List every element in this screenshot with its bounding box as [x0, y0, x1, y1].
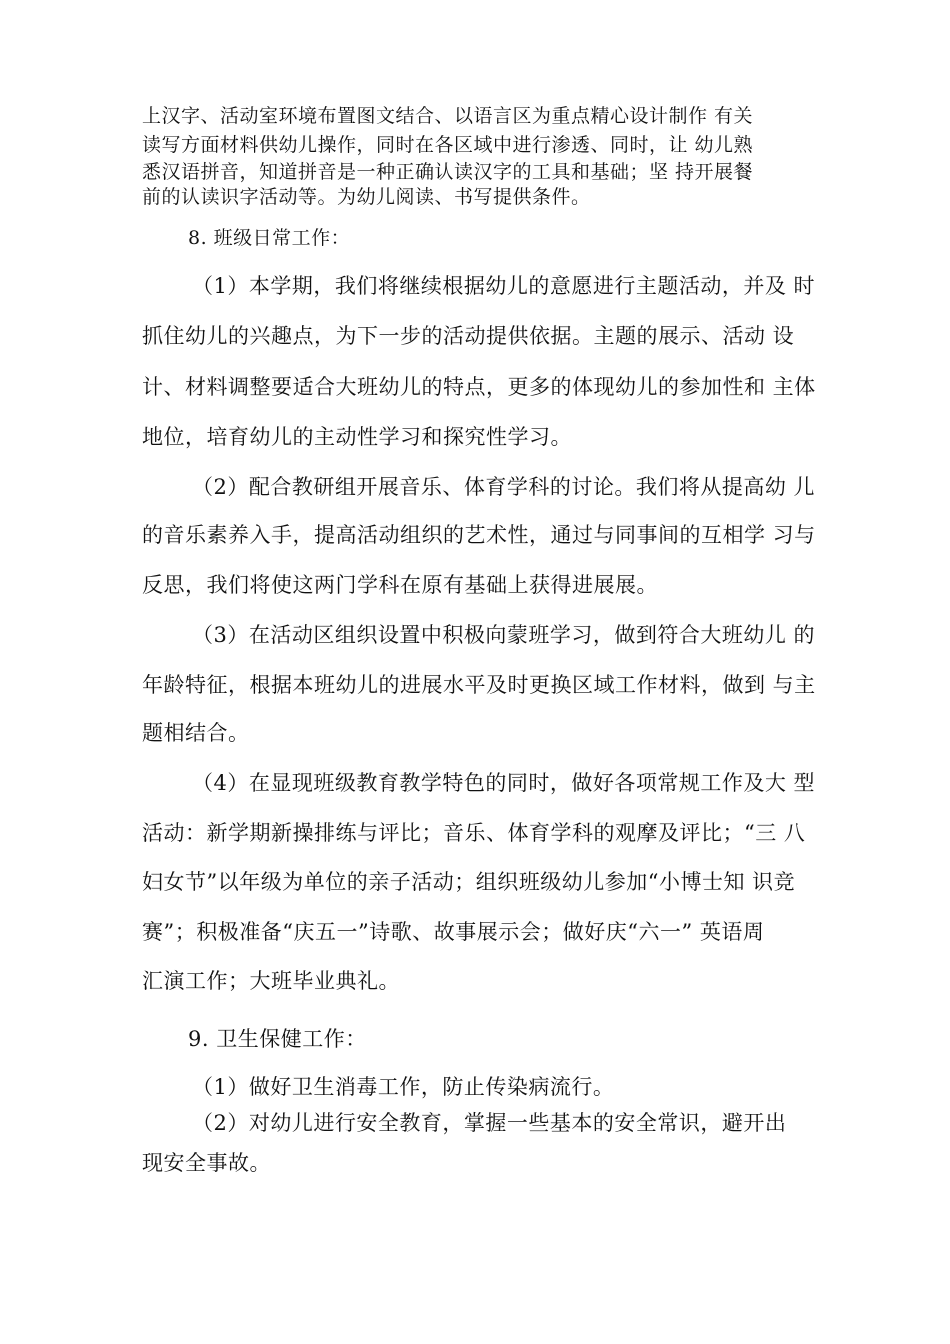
intro-line: 读写方面材料供幼儿操作，同时在各区域中进行渗透、同时，让 幼儿熟 [142, 134, 754, 156]
paragraph-line: 地位，培育幼儿的主动性学习和探究性学习。 [142, 425, 572, 449]
paragraph-line: 题相结合。 [142, 721, 250, 745]
paragraph-line: 年龄特征，根据本班幼儿的进展水平及时更换区域工作材料，做到 与主 [142, 673, 816, 697]
paragraph-line: （2）配合教研组开展音乐、体育学科的讨论。我们将从提高幼 儿 [192, 475, 816, 499]
paragraph-line: 活动：新学期新操排练与评比；音乐、体育学科的观摩及评比；“三 八 [142, 821, 806, 845]
paragraph-line: （4）在显现班级教育教学特色的同时，做好各项常规工作及大 型 [192, 771, 816, 795]
paragraph-line: 抓住幼儿的兴趣点，为下一步的活动提供依据。主题的展示、活动 设 [142, 324, 795, 348]
paragraph-line: （1）做好卫生消毒工作，防止传染病流行。 [192, 1075, 615, 1099]
paragraph-line: 反思，我们将使这两门学科在原有基础上获得进展展。 [142, 573, 658, 597]
paragraph-line: （2）对幼儿进行安全教育，掌握一些基本的安全常识，避开出 [192, 1111, 787, 1135]
paragraph-line: 现安全事故。 [142, 1151, 271, 1175]
paragraph-line: （3）在活动区组织设置中积极向蒙班学习，做到符合大班幼儿 的 [192, 623, 816, 647]
paragraph-line: 的音乐素养入手，提高活动组织的艺术性，通过与同事间的互相学 习与 [142, 523, 816, 547]
intro-line: 前的认读识字活动等。为幼儿阅读、书写提供条件。 [142, 186, 591, 208]
section-heading-8: 8. 班级日常工作： [188, 227, 351, 249]
paragraph-line: （1）本学期，我们将继续根据幼儿的意愿进行主题活动，并及 时 [192, 274, 816, 298]
paragraph-line: 计、材料调整要适合大班幼儿的特点，更多的体现幼儿的参加性和 主体 [142, 375, 816, 399]
intro-line: 上汉字、活动室环境布置图文结合、以语言区为重点精心设计制作 有关 [142, 105, 754, 127]
intro-line: 悉汉语拼音，知道拼音是一种正确认读汉字的工具和基础；坚 持开展餐 [142, 161, 754, 183]
paragraph-line: 妇女节”以年级为单位的亲子活动；组织班级幼儿参加“小博士知 识竞 [142, 870, 796, 894]
paragraph-line: 赛”；积极准备“庆五一”诗歌、故事展示会；做好庆“六一” 英语周 [142, 920, 765, 944]
paragraph-line: 汇演工作；大班毕业典礼。 [142, 969, 400, 993]
section-heading-9: 9. 卫生保健工作： [188, 1027, 367, 1051]
